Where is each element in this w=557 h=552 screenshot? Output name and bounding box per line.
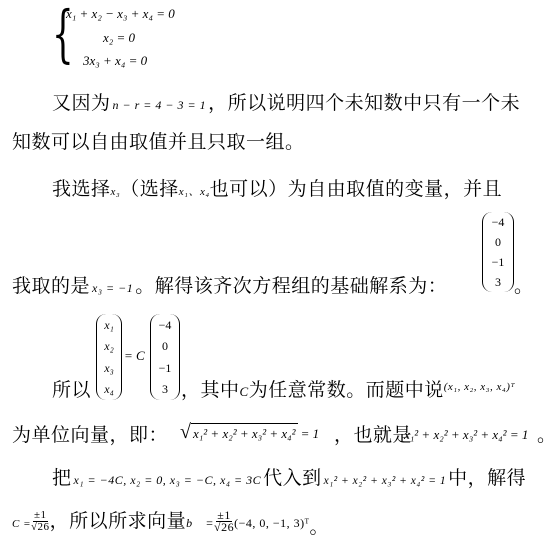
para4-end: 。	[537, 424, 557, 446]
b-frac-num: ±1	[217, 508, 231, 522]
basis-v4: 3	[495, 275, 501, 289]
para4-prefix: 为单位向量，即：	[12, 424, 169, 446]
para2-var1: x₃	[110, 186, 121, 198]
para1-formula: n − r = 4 − 3 = 1	[112, 98, 207, 112]
basis-v3: −1	[491, 255, 505, 269]
rhs-v2: 0	[162, 339, 168, 354]
para2-cond: x₃ = −1	[92, 281, 134, 295]
lhs-x4: x₄	[104, 382, 114, 397]
para3-c: C	[239, 384, 249, 399]
basis-v1: −4	[491, 215, 505, 229]
para6-b-frac	[214, 510, 234, 533]
para3-suffix: 为任意常数。而题中说	[248, 379, 444, 401]
sqrt-inner: x₁² + x₂² + x₃² + x₄²	[191, 423, 298, 441]
lhs-x1: x₁	[104, 317, 114, 332]
para4-mid: ，也就是	[334, 424, 413, 446]
system-eq1: x₁ + x₂ − x₃ + x₄ = 0	[66, 6, 175, 21]
para2-line2-prefix: 我取的是	[12, 275, 91, 297]
para1-suffix: ，所以说明四个未知数中只有一个未	[208, 92, 521, 114]
para2-mid2: 也可以）为自由取值的变量，并且	[209, 178, 503, 200]
para2-prefix: 我选择	[52, 178, 111, 200]
para4-sum: x₁² + x₂² + x₃² + x₄² = 1	[404, 427, 529, 442]
basis-v2: 0	[495, 235, 501, 249]
system-brace: {	[52, 0, 74, 70]
para1-line1	[52, 92, 520, 116]
para5-sum: x₁² + x₂² + x₃² + x₄² = 1	[323, 475, 447, 487]
para5-subs: x₁ = −4C, x₂ = 0, x₃ = −C, x₄ = 3C	[73, 473, 262, 487]
para5-mid: 代入到	[263, 467, 322, 489]
rhs-v4: 3	[162, 382, 168, 397]
para6-line	[12, 508, 329, 538]
sqrt-symbol: √	[180, 421, 191, 443]
para6-b: b⃗ =	[186, 516, 215, 530]
para6-c-frac	[31, 510, 50, 533]
c-frac-den: √26	[31, 521, 50, 533]
para1-prefix: 又因为	[52, 92, 111, 114]
para3-tuple: (x₁, x₂, x₃, x₄)ᵀ	[443, 381, 516, 393]
para6-mid: ，所以所求向量	[49, 510, 187, 532]
basis-vector	[482, 212, 514, 292]
para3-mid: ，其中	[181, 379, 240, 401]
system-eq3: 3x₃ + x₄ = 0	[83, 53, 148, 68]
lhs-x2: x₂	[104, 339, 114, 354]
system-eq2: x₂ = 0	[103, 30, 136, 45]
para5-line	[52, 467, 526, 492]
para1-line2: 知数可以自由取值并且只取一组。	[12, 131, 305, 153]
para5-prefix: 把	[52, 467, 72, 489]
para2-line2	[12, 275, 447, 299]
para3-prefix: 所以	[52, 379, 92, 401]
para4-sqrt	[180, 421, 319, 444]
para5-suffix: 中，解得	[448, 467, 527, 489]
b-frac-den: √26	[214, 520, 235, 534]
para2-line1	[52, 178, 502, 203]
para3-line	[181, 379, 515, 404]
para2-mid1: （选择	[120, 178, 179, 200]
para3-eq: = C	[124, 348, 145, 363]
lhs-x3: x₃	[104, 360, 114, 375]
para6-c-eq: C =	[12, 518, 32, 530]
sqrt-eq: = 1	[300, 426, 320, 441]
para6-end: 。	[309, 516, 329, 538]
rhs-v1: −4	[158, 317, 172, 332]
c-frac-num: ±1	[34, 509, 47, 521]
rhs-v3: −1	[158, 360, 172, 375]
para6-b-vec: (−4, 0, −1, 3)ᵀ	[234, 516, 310, 530]
para2-var2: x₁、x₄	[178, 186, 210, 198]
para2-end: 。	[514, 275, 534, 297]
lhs-vector	[96, 314, 122, 400]
rhs-vector	[150, 314, 180, 400]
para2-line2-suffix: 。解得该齐次方程组的基础解系为：	[135, 275, 448, 297]
